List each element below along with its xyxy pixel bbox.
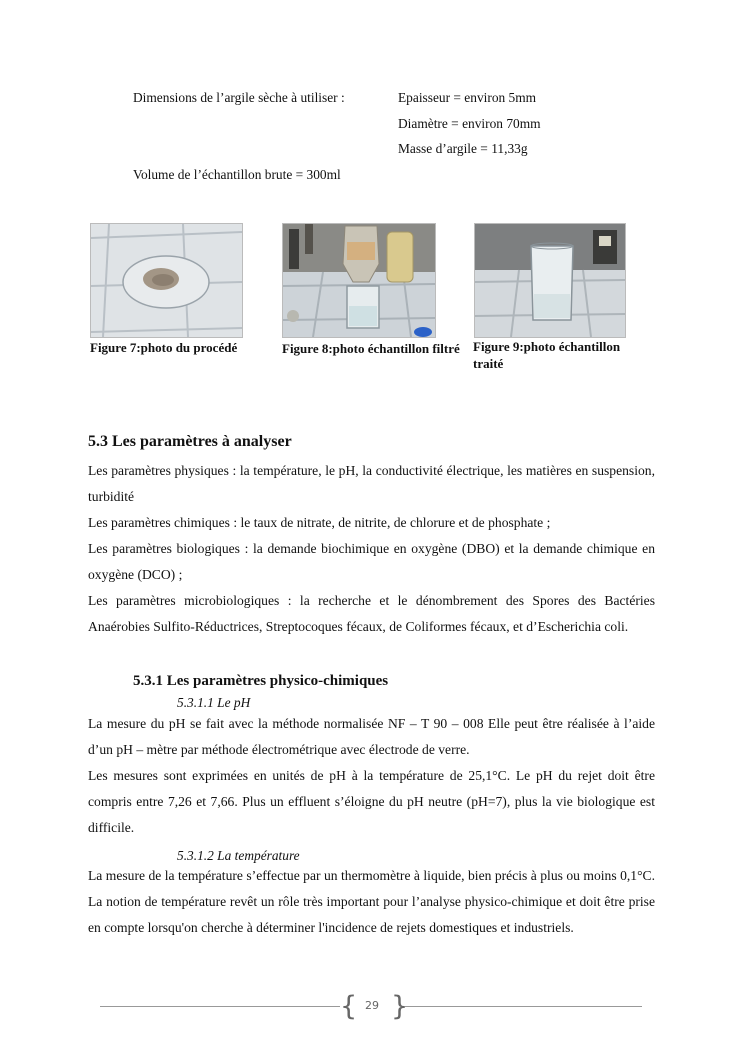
- figure-8-photo: [282, 223, 436, 338]
- ph-method-paragraph: La mesure du pH se fait avec la méthode normalisée NF – T 90 – 008 Elle peut être réalisée à l’aide d’un pH – mètre par méthode électrométrique avec électrode de verre.: [88, 716, 655, 757]
- diametre-value: Diamètre = environ 70mm: [398, 116, 541, 131]
- ph-values-paragraph: Les mesures sont exprimées en unités de pH à la température de 25,1°C. Le pH du rejet doit être compris entre 7,26 et 7,66. Plus un effluent s’éloigne du pH neutre (pH=7), plus la vie biologique est difficile.: [88, 768, 655, 835]
- subsection-heading-ph: 5.3.1.1 Le pH: [177, 695, 251, 710]
- chemical-parameters-paragraph: Les paramètres chimiques : le taux de nitrate, de nitrite, de chlorure et de phosphate ;: [88, 515, 551, 530]
- section-heading-5-3: 5.3 Les paramètres à analyser: [88, 433, 292, 450]
- figure-9-caption: Figure 9:photo échantillon traité: [473, 339, 621, 371]
- subsection-heading-temperature: 5.3.1.2 La température: [177, 848, 300, 863]
- figure-8-caption: Figure 8:photo échantillon filtré: [282, 341, 460, 356]
- footer-bracket-right: }: [391, 991, 409, 1022]
- temperature-body: [88, 863, 655, 941]
- figure-7-photo: [90, 223, 243, 338]
- epaisseur-value: Epaisseur = environ 5mm: [398, 90, 537, 105]
- microbiological-parameters-paragraph: Les paramètres microbiologiques : la recherche et le dénombrement des Spores des Bactéries Anaérobies Sulfito-Réductrices, Streptocoques fécaux, de Coliformes fécaux, et d’Escherichia coli.: [88, 593, 655, 634]
- figure-7-caption: Figure 7:photo du procédé: [90, 340, 238, 355]
- page-number: 29: [365, 999, 379, 1012]
- biological-parameters-paragraph: Les paramètres biologiques : la demande biochimique en oxygène (DBO) et la demande chimique en oxygène (DCO) ;: [88, 541, 655, 582]
- masse-value: Masse d’argile = 11,33g: [398, 141, 528, 156]
- footer-bracket-left: {: [340, 991, 358, 1022]
- footer-rule-right: [405, 1006, 642, 1007]
- ph-body: [88, 711, 655, 841]
- volume-text: Volume de l’échantillon brute = 300ml: [133, 167, 341, 182]
- figure-9-photo: [474, 223, 626, 338]
- temperature-paragraph: La mesure de la température s’effectue par un thermomètre à liquide, bien précis à plus ou moins 0,1°C. La notion de température revêt un rôle très important pour l’analyse physico-chimique et doit être prise en compte lorsqu'on cherche à déterminer l'incidence de rejets domestiques et industriels.: [88, 868, 655, 935]
- footer-rule-left: [100, 1006, 340, 1007]
- dimensions-label: Dimensions de l’argile sèche à utiliser :: [133, 90, 345, 105]
- section-heading-5-3-1: 5.3.1 Les paramètres physico-chimiques: [133, 673, 389, 689]
- physical-parameters-paragraph: Les paramètres physiques : la température, le pH, la conductivité électrique, les matières en suspension, turbidité: [88, 463, 655, 504]
- section-5-3-body: [88, 458, 655, 640]
